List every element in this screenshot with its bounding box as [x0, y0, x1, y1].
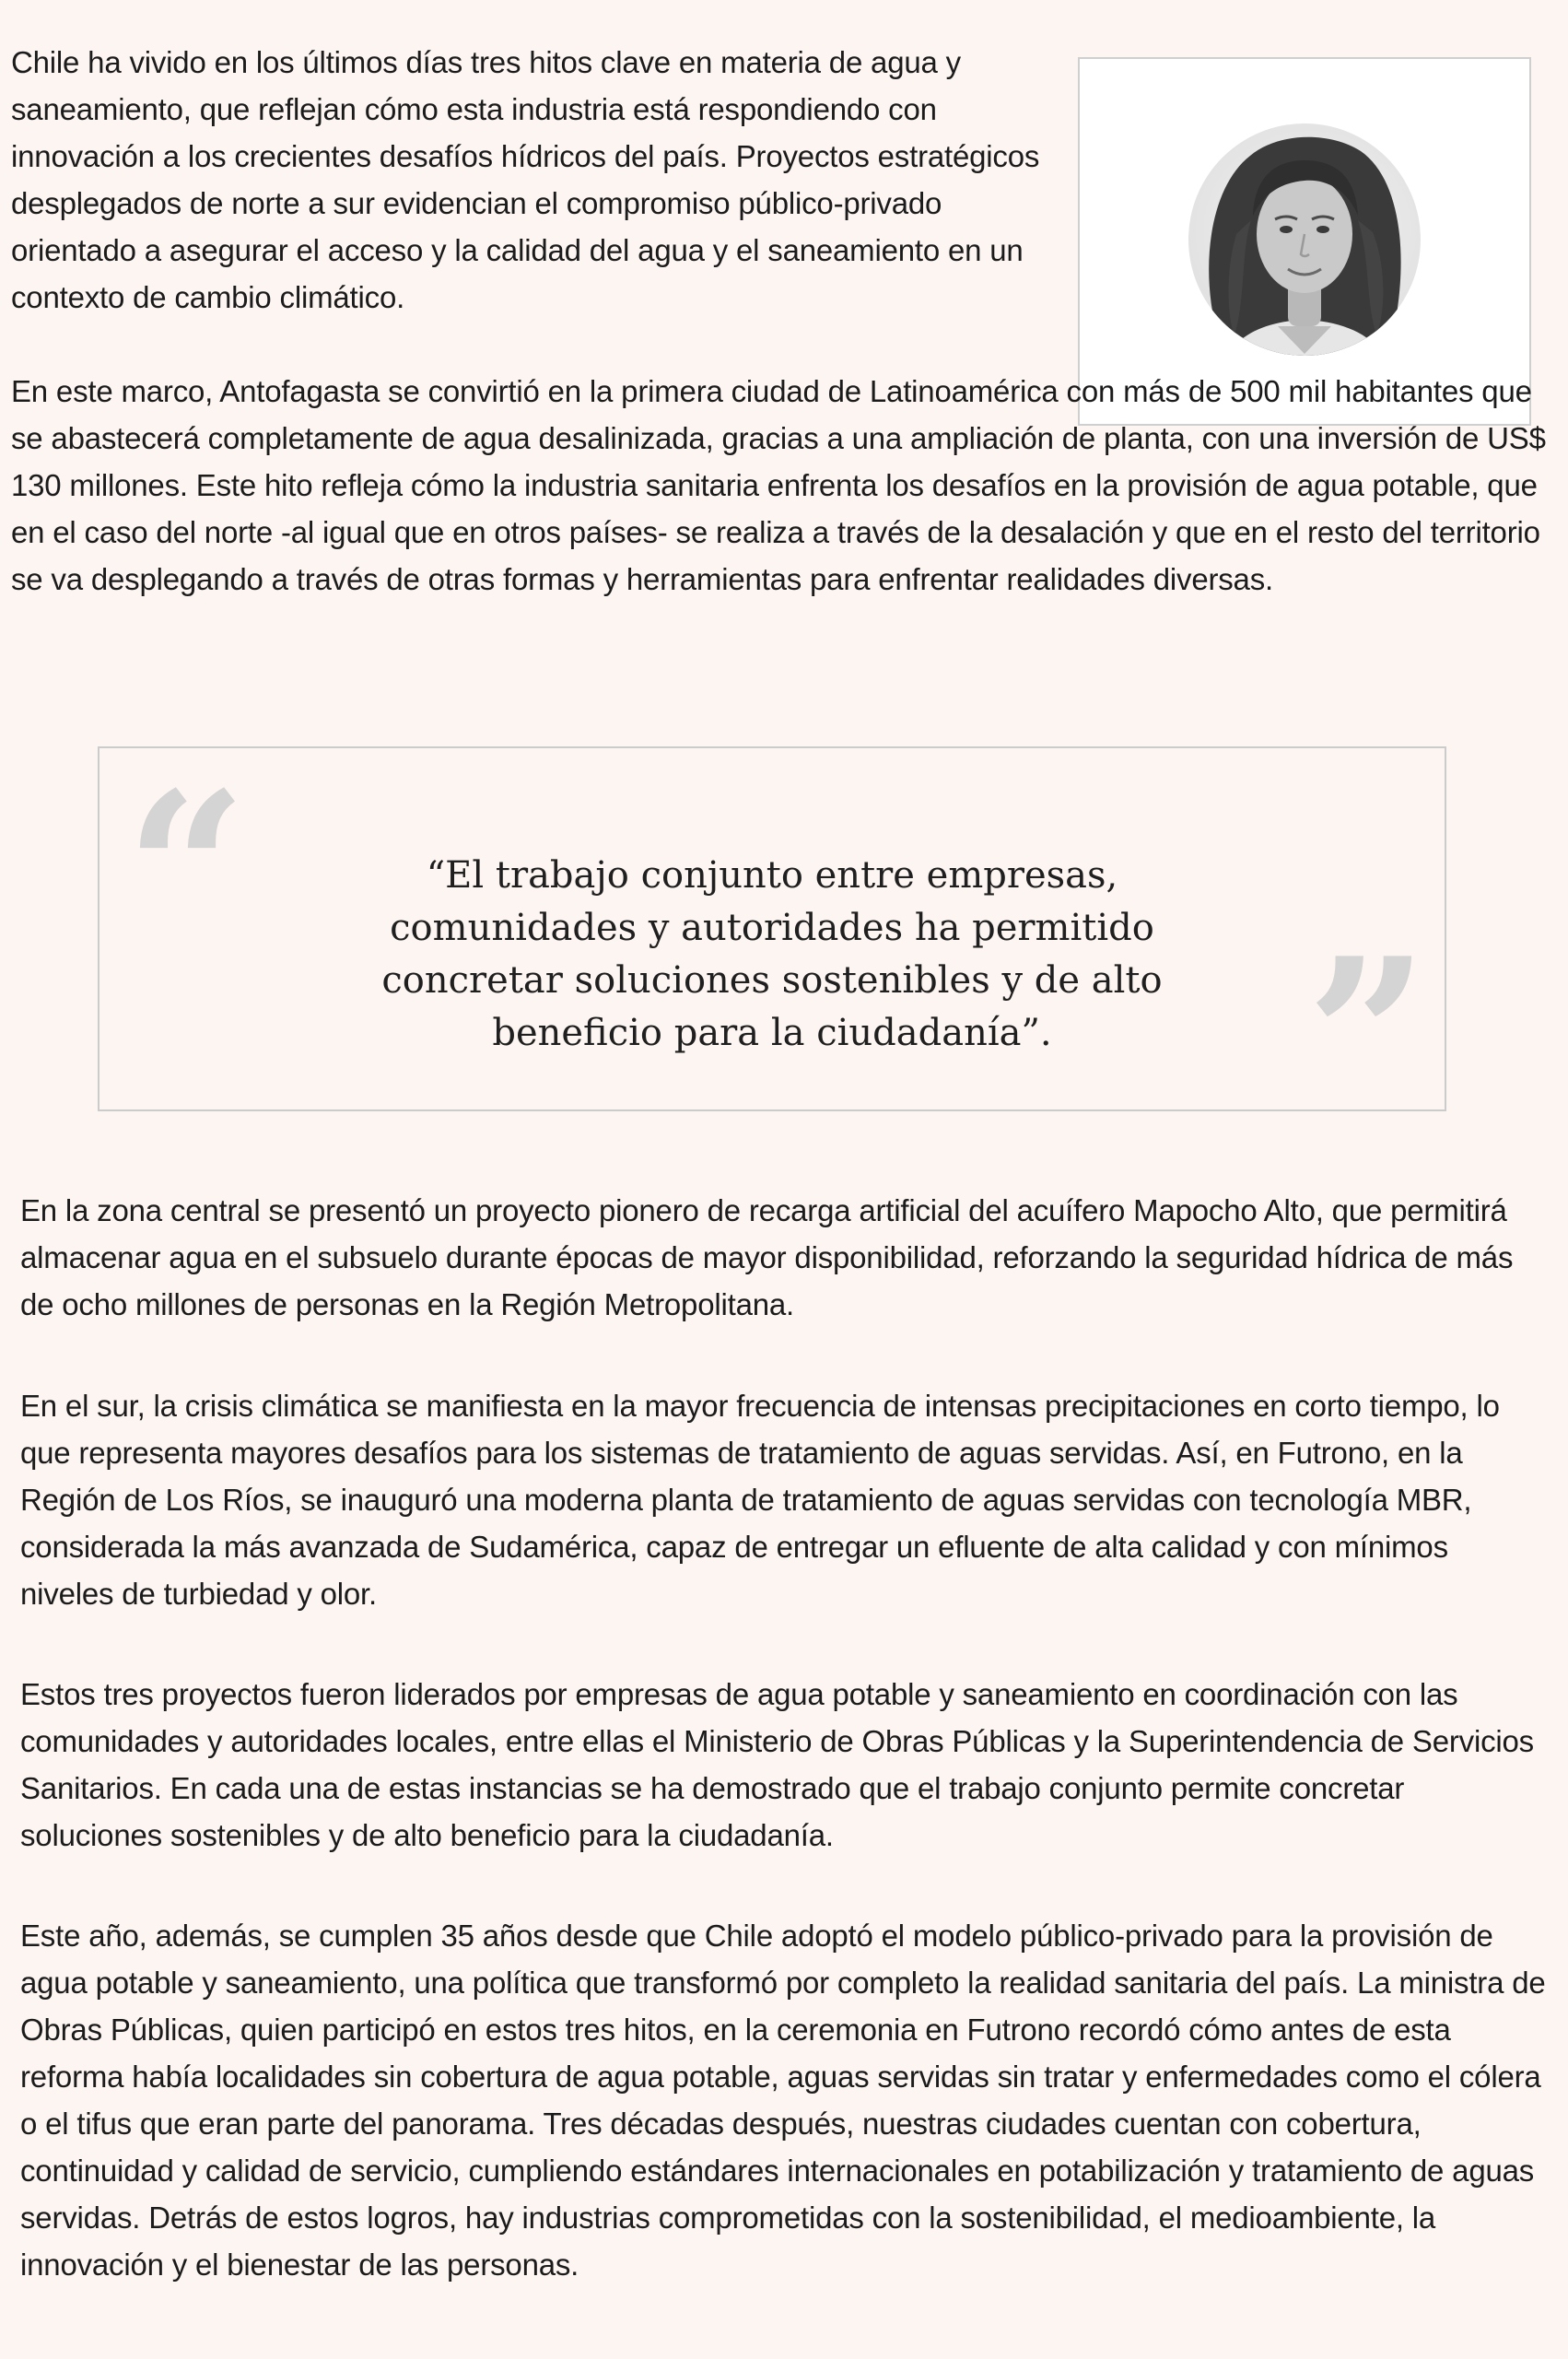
close-quote-icon: ” — [1306, 912, 1429, 1161]
open-quote-icon: “ — [125, 746, 248, 995]
paragraph-zona-central: En la zona central se presentó un proyecto pionero de recarga artificial del acuífero Mapocho Alto, que permitirá almacenar agua en el subsuelo durante épocas de mayor disponibilidad, reforzando la seguridad hídrica de más de ocho millones de personas en la Región Metropolitana. — [20, 1193, 1514, 1321]
pull-quote-box — [98, 746, 1446, 1161]
paragraph-sur: En el sur, la crisis climática se manifiesta en la mayor frecuencia de intensas precipitaciones en corto tiempo, lo que representa mayores desafíos para los sistemas de tratamiento de aguas servidas. Así, en Futrono, en la Región de Los Ríos, se inauguró una moderna planta de tratamiento de aguas servidas con tecnología MBR, considerada la más avanzada de Sudamérica, capaz de entregar un efluente de alta calidad y con mínimos niveles de turbiedad y olor. — [20, 1389, 1500, 1611]
paragraph-proyectos: Estos tres proyectos fueron liderados por empresas de agua potable y saneamiento en coordinación con las comunidades y autoridades locales, entre ellas el Ministerio de Obras Públicas y la Superintendencia de Servicios Sanitarios. En cada una de estas instancias se ha demostrado que el trabajo conjunto permite concretar soluciones sostenibles y de alto beneficio para la ciudadanía. — [20, 1677, 1534, 1852]
paragraph-antofagasta — [11, 368, 1559, 603]
pull-quote-text: “El trabajo conjunto entre empresas, comunidades y autoridades ha permitido concretar soluciones sostenibles y de alto beneficio para la ciudadanía”. — [381, 854, 1163, 1054]
intro-section — [11, 39, 1559, 603]
paragraph-35-anos: Este año, además, se cumplen 35 años desde que Chile adoptó el modelo público-privado para la provisión de agua potable y saneamiento, una política que transformó por completo la realidad sanitaria del país. La ministra de Obras Públicas, quien participó en estos tres hitos, en la ceremonia en Futrono recordó cómo antes de esta reforma había localidades sin cobertura de agua potable, aguas servidas sin tratar y enfermedades como el cólera o el tifus que eran parte del panorama. Tres décadas después, nuestras ciudades cuentan con cobertura, continuidad y calidad de servicio, cumpliendo estándares internacionales en potabilización y tratamiento de aguas servidas. Detrás de estos logros, hay industrias comprometidas con la sostenibilidad, el medioambiente, la innovación y el bienestar de las personas. — [20, 1919, 1546, 2282]
paragraph-antofagasta-text: En este marco, Antofagasta se convirtió en la primera ciudad de Latinoamérica con más de 500 mil habitantes que se abastecerá completamente de agua desalinizada, gracias a una ampliación de planta, con una inversión de US$ 130 millones. Este hito refleja cómo la industria sanitaria enfrenta los desafíos en la provisión de agua potable, que en el caso del norte -al igual que en otros países- se realiza a través de la desalación y que en el resto del territorio se va desplegando a través de otras formas y herramientas para enfrentar realidades diversas. — [11, 374, 1546, 596]
paragraph-intro: Chile ha vivido en los últimos días tres hitos clave en materia de agua y saneamiento, que reflejan cómo esta industria está respondiendo con innovación a los crecientes desafíos hídricos del país. Proyectos estratégicos desplegados de norte a sur evidencian el compromiso público-privado orientado a asegurar el acceso y la calidad del agua y el saneamiento en un contexto de cambio climático. — [11, 45, 1040, 314]
